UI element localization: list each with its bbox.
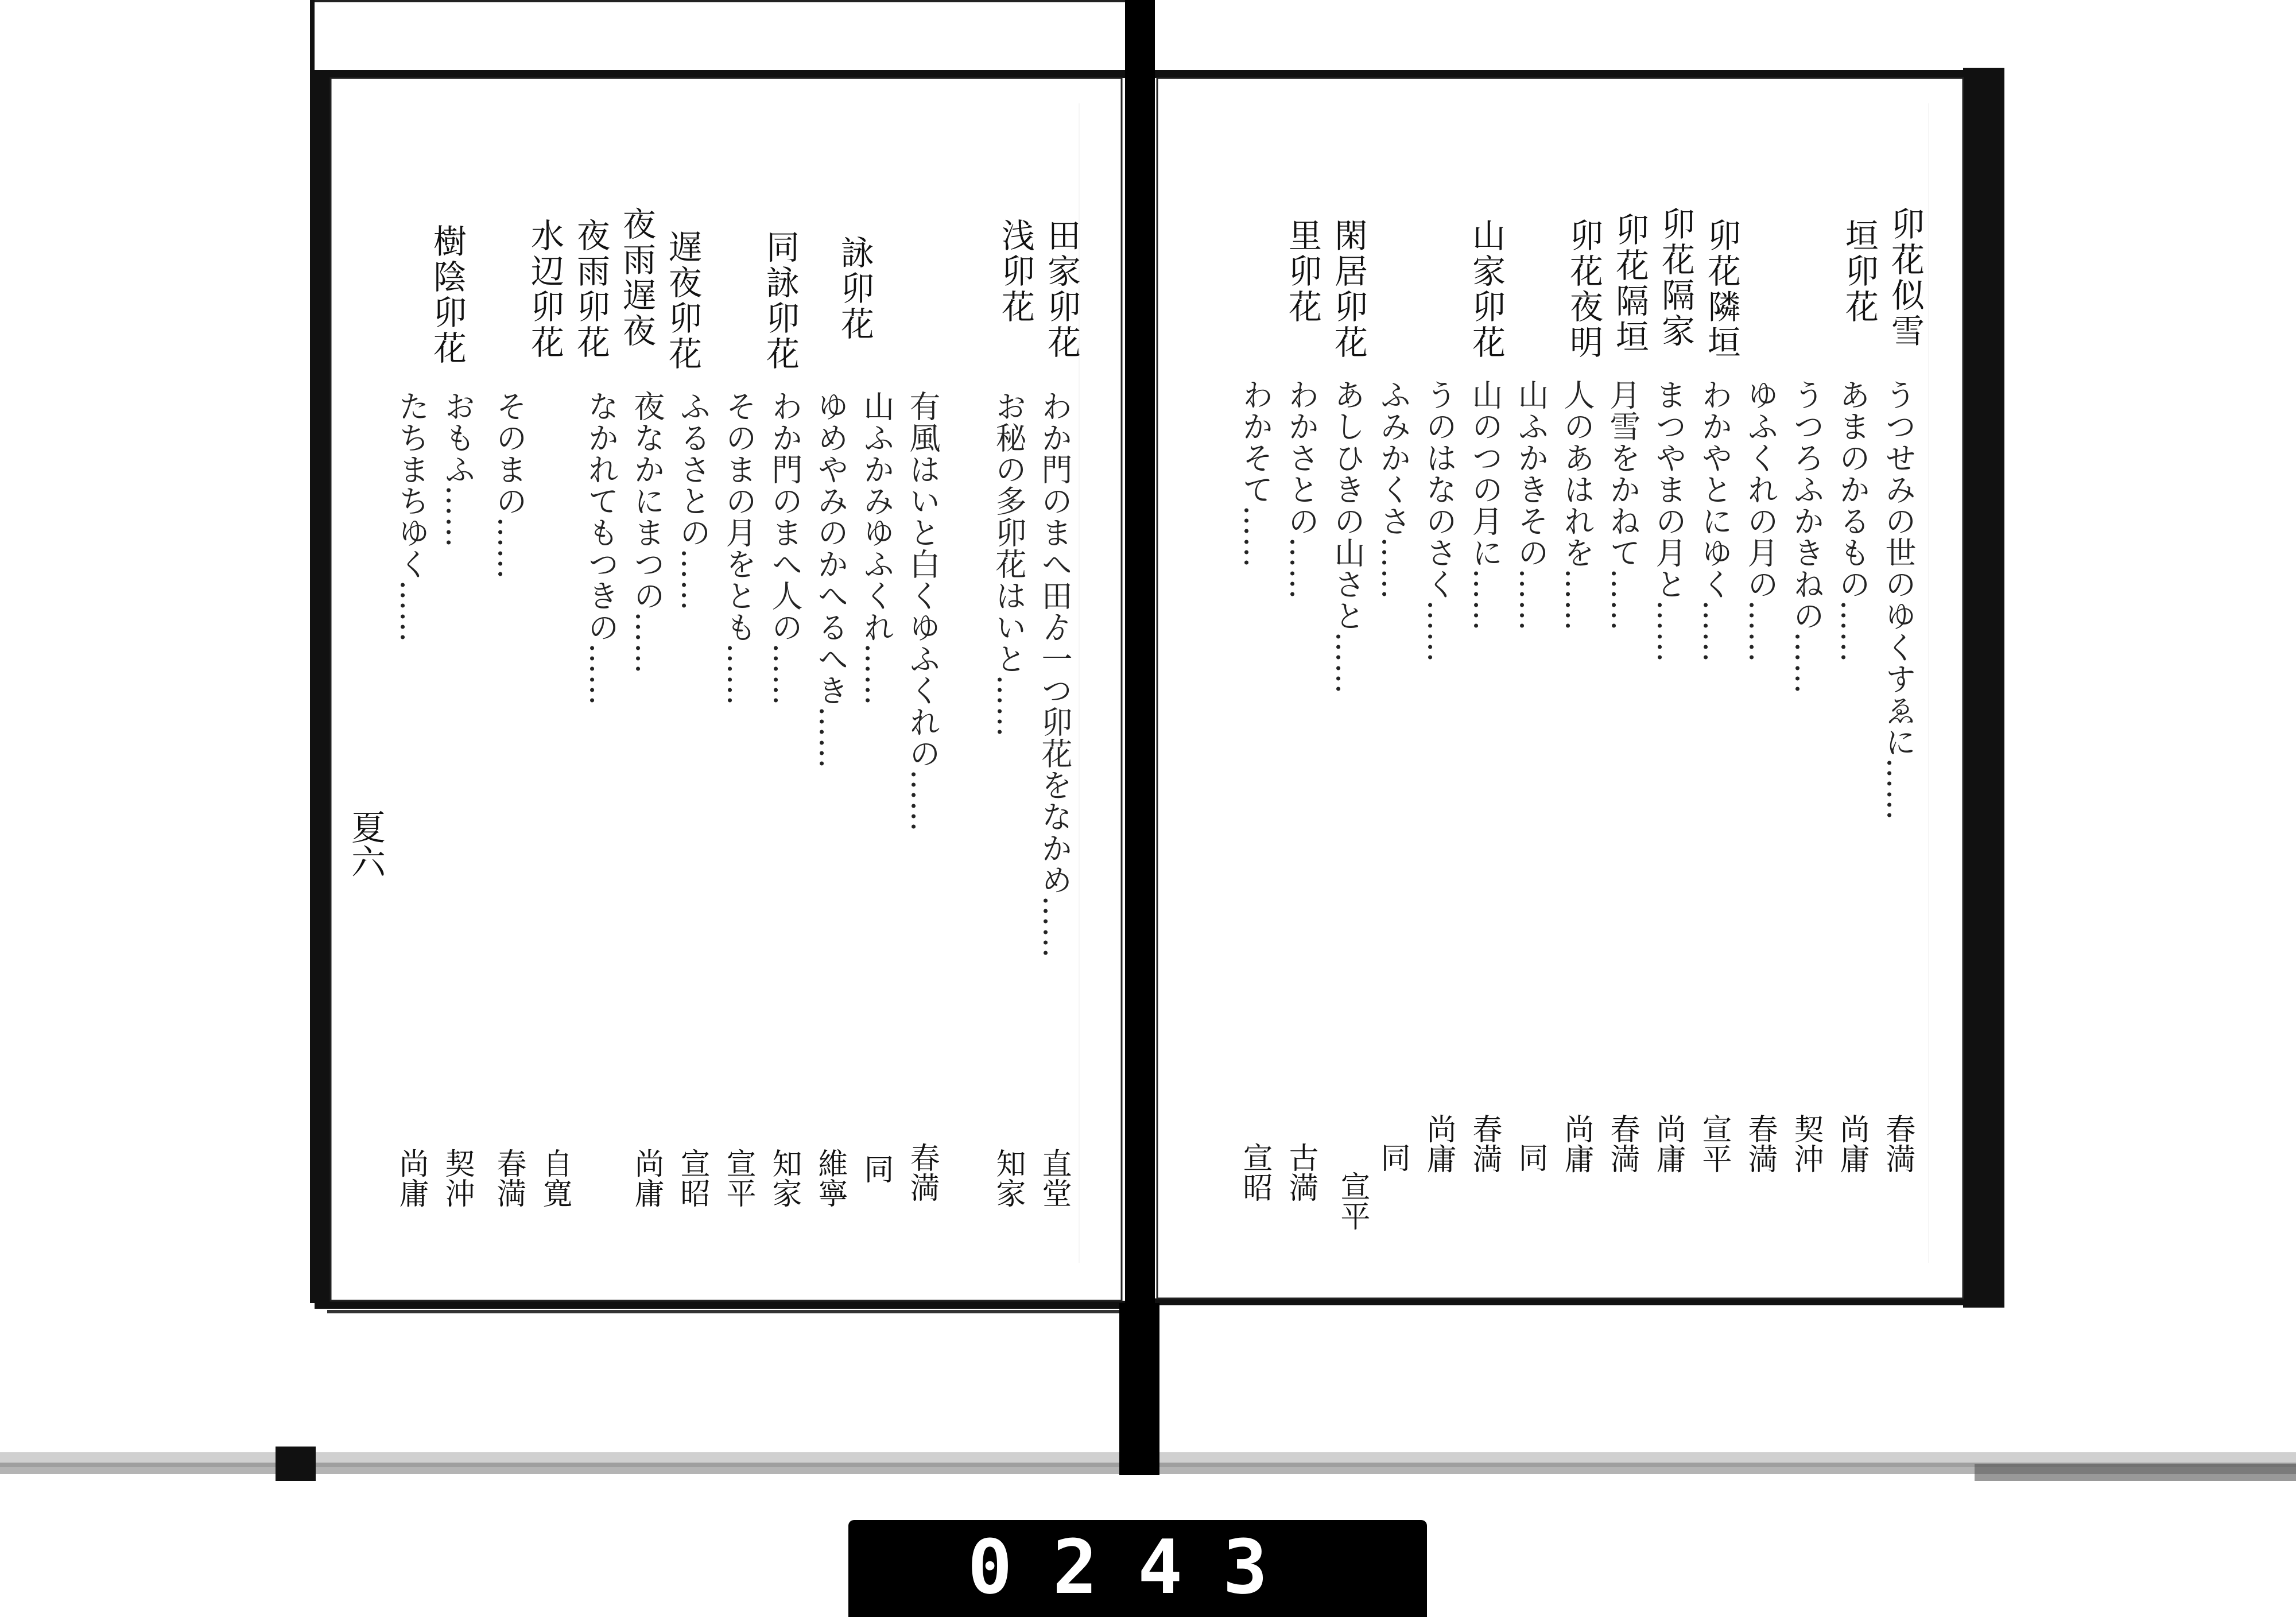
poem-text: うつろふかきねの…… xyxy=(1789,379,1825,695)
poem-text: わかそて…… xyxy=(1238,379,1274,568)
poet-name: 知家 xyxy=(991,1148,1025,1208)
poet-name: 春満 xyxy=(1880,1114,1915,1173)
entry-title: 同詠卯花 xyxy=(761,230,800,372)
poet-name: 維寧 xyxy=(813,1148,847,1208)
poem-text: うつせみの世のゆくすゑに…… xyxy=(1880,379,1917,821)
poem-text: 有風はいと白くゆふくれの…… xyxy=(905,390,941,832)
poem-text: 月雪をかねて…… xyxy=(1605,379,1641,631)
poet-name: 宣昭 xyxy=(675,1148,709,1208)
poem-text: 山ふかみゆふくれ…… xyxy=(859,390,895,706)
poem-text: 夜なかにまつの…… xyxy=(629,390,665,674)
entry-title: 卯花夜明 xyxy=(1564,218,1603,360)
poem-text: ゆめやみのかへるへき…… xyxy=(813,390,849,769)
poem-text: ゆふくれの月の…… xyxy=(1743,379,1779,663)
poem-text: そのまの…… xyxy=(491,390,528,580)
poem-text: 人のあはれを…… xyxy=(1559,379,1595,631)
entry-title: 夜雨遅夜 xyxy=(617,207,656,349)
poet-name: 知家 xyxy=(767,1148,801,1208)
poet-name: 宣平 xyxy=(1335,1171,1370,1231)
poet-name: 春満 xyxy=(1605,1114,1639,1173)
entry-title: 里卯花 xyxy=(1283,218,1322,325)
poem-text: わか門のまへ人の…… xyxy=(767,390,803,706)
entry-title: 浅卯花 xyxy=(996,218,1035,325)
poet-name: 宣昭 xyxy=(1238,1142,1272,1202)
poet-name: 尚庸 xyxy=(1651,1114,1685,1173)
entry-title: 樹陰卯花 xyxy=(428,224,467,366)
poem-text: おもふ…… xyxy=(440,390,476,548)
poem-text: あしひきの山さと…… xyxy=(1329,379,1366,695)
poem-text: わかやとにゆく…… xyxy=(1697,379,1733,663)
poet-name: 契沖 xyxy=(1789,1114,1823,1173)
entry-title: 卯花隔家 xyxy=(1656,207,1695,349)
poem-text: うのはなのさく…… xyxy=(1421,379,1457,663)
poem-text: あまのかるもの…… xyxy=(1835,379,1871,663)
poet-name: 同 xyxy=(1513,1142,1548,1172)
poet-name: 宣平 xyxy=(721,1148,755,1208)
poet-name: 春満 xyxy=(1467,1114,1502,1173)
entry-title: 水辺卯花 xyxy=(525,218,564,360)
poet-name: 尚庸 xyxy=(1835,1114,1869,1173)
poet-name: 尚庸 xyxy=(629,1148,664,1208)
page-folio: 夏六 xyxy=(346,809,386,878)
poet-name: 春満 xyxy=(491,1148,526,1208)
entry-title: 垣卯花 xyxy=(1840,218,1879,325)
poem-text: お秘の多卯花はいと…… xyxy=(991,390,1027,738)
poet-name: 尚庸 xyxy=(394,1148,428,1208)
frame-counter: 0243 xyxy=(967,1523,1308,1611)
poem-text: ふるさとの…… xyxy=(675,390,711,611)
entry-title: 卯花隣垣 xyxy=(1702,218,1741,360)
poet-name: 春満 xyxy=(905,1142,939,1202)
poem-text: たちまちゆく…… xyxy=(394,390,430,643)
poem-text: そのまの月をとも…… xyxy=(721,390,757,706)
entry-title: 田家卯花 xyxy=(1042,218,1081,360)
entry-title: 卯花似雪 xyxy=(1886,207,1925,349)
poet-name: 宣平 xyxy=(1697,1114,1731,1173)
entry-title: 山家卯花 xyxy=(1467,218,1506,360)
poem-text: なかれてもつきの…… xyxy=(583,390,619,706)
poet-name: 同 xyxy=(1375,1142,1410,1172)
entry-title: 遅夜卯花 xyxy=(663,230,702,372)
poet-name: 直堂 xyxy=(1037,1148,1071,1208)
poem-text: わか門のまへ田ゟ一つ卯花をなかめ…… xyxy=(1037,390,1073,959)
poet-name: 自寛 xyxy=(537,1148,572,1208)
poem-text: わかさとの…… xyxy=(1283,379,1320,600)
poet-name: 古満 xyxy=(1283,1142,1318,1202)
entry-title: 詠卯花 xyxy=(835,235,874,342)
entry-title: 卯花隔垣 xyxy=(1610,212,1649,355)
poet-name: 春満 xyxy=(1743,1114,1777,1173)
poem-text: 山のつの月に…… xyxy=(1467,379,1503,631)
poet-name: 契沖 xyxy=(440,1148,474,1208)
poet-name: 同 xyxy=(859,1154,893,1184)
poet-name: 尚庸 xyxy=(1421,1114,1456,1173)
entry-title: 夜雨卯花 xyxy=(571,218,610,360)
poem-text: 山ふかきその…… xyxy=(1513,379,1549,631)
entry-title: 閑居卯花 xyxy=(1329,218,1368,360)
poet-name: 尚庸 xyxy=(1559,1114,1593,1173)
poem-text: ふみかくさ…… xyxy=(1375,379,1411,600)
poem-text: まつやまの月と…… xyxy=(1651,379,1687,663)
